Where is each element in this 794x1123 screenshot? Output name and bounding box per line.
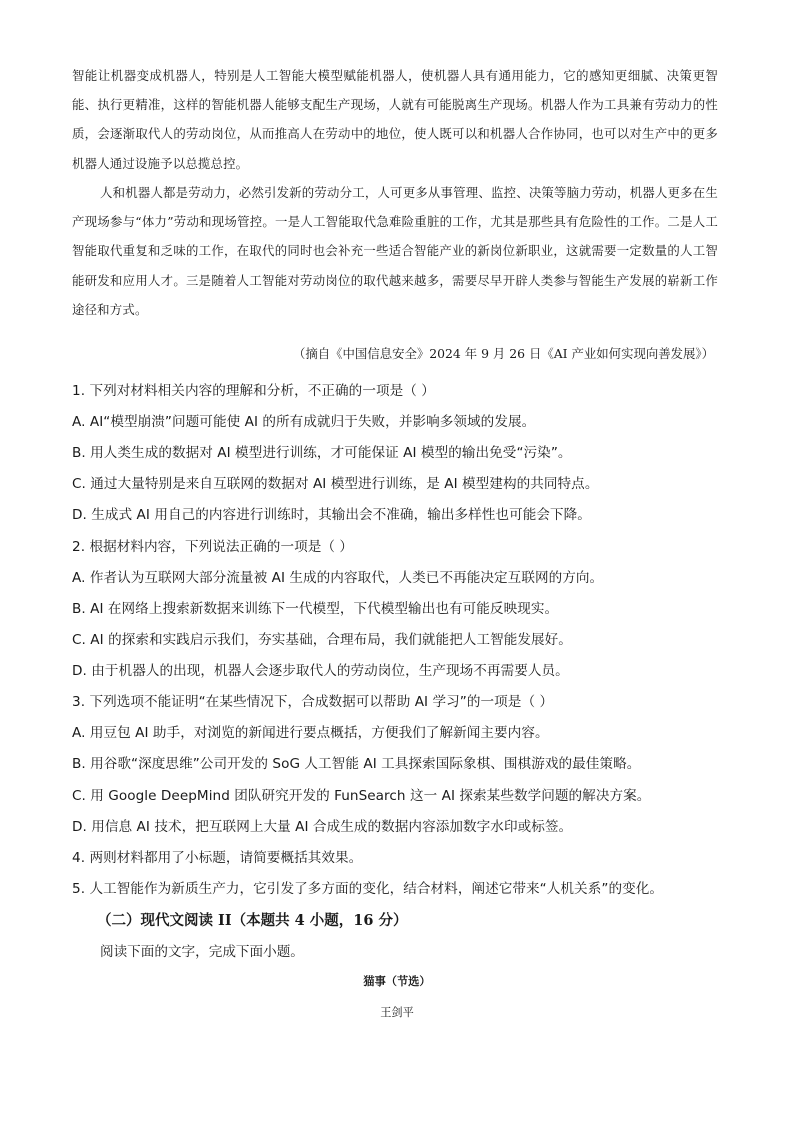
question-2-option-a: A. 作者认为互联网大部分流量被 AI 生成的内容取代，人类已不再能决定互联网的方向。 bbox=[72, 570, 604, 586]
question-4: 4. 两则材料都用了小标题，请简要概括其效果。 bbox=[72, 850, 363, 866]
question-1-option-c: C. 通过大量特别是来自互联网的数据对 AI 模型进行训练，是 AI 模型建构的共同特点。 bbox=[72, 476, 599, 492]
question-1-option-b: B. 用人类生成的数据对 AI 模型进行训练，才可能保证 AI 模型的输出免受“污染”。 bbox=[72, 445, 572, 461]
question-2-stem: 2. 根据材料内容，下列说法正确的一项是（ ） bbox=[72, 539, 354, 555]
passage-paragraph-2: 人和机器人都是劳动力，必然引发新的劳动分工，人可更多从事管理、监控、决策等脑力劳动，机器人更多在生产现场参与“体力”劳动和现场管控。一是人工智能取代急难险重脏的工作，尤其是那些具有危险性的工作。二是人工智能取代重复和乏味的工作，在取代的同时也会补充一些适合智能产业的新岗位新职业，这就需要一定数量的人工智能研发和应用人才。三是随着人工智能对劳动岗位的取代越来越多，需要尽早开辟人类参与智能生产发展的崭新工作途径和方式。 bbox=[72, 185, 718, 317]
question-3-option-c: C. 用 Google DeepMind 团队研究开发的 FunSearch 这一 AI 探索某些数学问题的解决方案。 bbox=[72, 788, 651, 804]
question-2-option-b: B. AI 在网络上搜索新数据来训练下一代模型，下代模型输出也有可能反映现实。 bbox=[72, 601, 559, 617]
question-1-option-d: D. 生成式 AI 用自己的内容进行训练时，其输出会不准确，输出多样性也可能会下降。 bbox=[72, 507, 591, 523]
question-3-option-b: B. 用谷歌“深度思维”公司开发的 SoG 人工智能 AI 工具探索国际象棋、围棋游戏的最佳策略。 bbox=[72, 756, 641, 772]
question-5: 5. 人工智能作为新质生产力，它引发了多方面的变化，结合材料，阐述它带来“人机关系”的变化。 bbox=[72, 881, 664, 897]
passage-source: （摘自《中国信息安全》2024 年 9 月 26 日《AI 产业如何实现向善发展》） bbox=[292, 346, 714, 361]
section-instruction: 阅读下面的文字，完成下面小题。 bbox=[100, 944, 304, 960]
question-3-option-a: A. 用豆包 AI 助手，对浏览的新闻进行要点概括，方便我们了解新闻主要内容。 bbox=[72, 725, 549, 741]
story-author: 王剑平 bbox=[380, 1006, 414, 1019]
question-3-stem: 3. 下列选项不能证明“在某些情况下，合成数据可以帮助 AI 学习”的一项是（ ） bbox=[72, 694, 554, 710]
question-3-option-d: D. 用信息 AI 技术，把互联网上大量 AI 合成生成的数据内容添加数字水印或标签。 bbox=[72, 819, 573, 835]
passage-paragraph-1: 智能让机器变成机器人，特别是人工智能大模型赋能机器人，使机器人具有通用能力，它的感知更细腻、决策更智能、执行更精准，这样的智能机器人能够支配生产现场，人就有可能脱离生产现场。机器人作为工具兼有劳动力的性质，会逐渐取代人的劳动岗位，从而推高人在劳动中的地位，使人既可以和机器人合作协同，也可以对生产中的更多机器人通过设施予以总揽总控。 bbox=[72, 68, 718, 171]
question-1-option-a: A. AI“模型崩溃”问题可能使 AI 的所有成就归于失败，并影响多领域的发展。 bbox=[72, 414, 536, 430]
question-2-option-d: D. 由于机器人的出现，机器人会逐步取代人的劳动岗位，生产现场不再需要人员。 bbox=[72, 663, 569, 679]
section-title: （二）现代文阅读 II（本题共 4 小题，16 分） bbox=[97, 912, 408, 929]
question-1-stem: 1. 下列对材料相关内容的理解和分析，不正确的一项是（ ） bbox=[72, 383, 435, 399]
story-title: 猫事（节选） bbox=[363, 974, 431, 988]
question-2-option-c: C. AI 的探索和实践启示我们，夯实基础，合理布局，我们就能把人工智能发展好。 bbox=[72, 632, 572, 648]
